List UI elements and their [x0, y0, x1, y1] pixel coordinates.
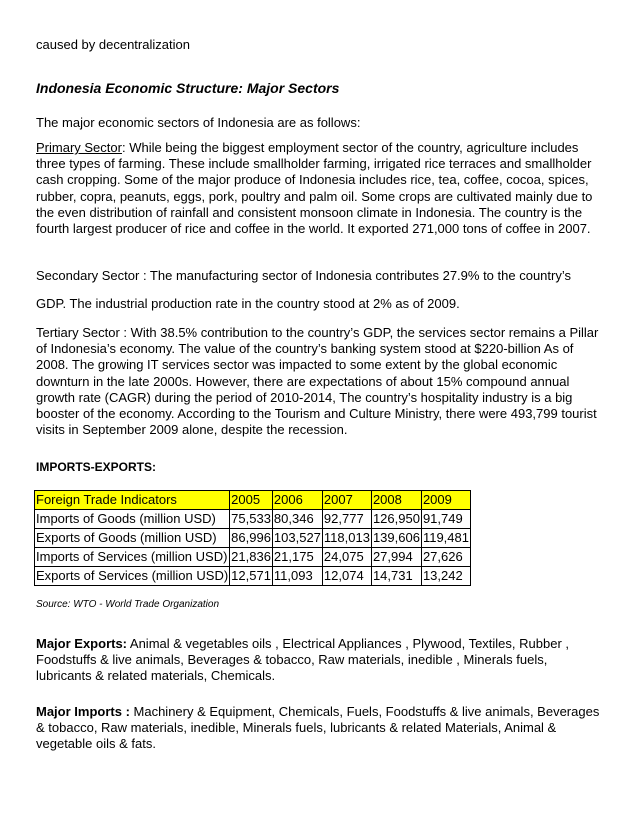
table-row [35, 510, 471, 529]
sectors-intro: The major economic sectors of Indonesia are as follows: [36, 115, 361, 130]
major-exports-label: Major Exports: [36, 636, 128, 651]
table-header-cell: 2005 [230, 491, 273, 510]
table-cell: 21,836 [230, 548, 273, 567]
major-imports-label: Major Imports : [36, 704, 130, 719]
imports-exports-heading: IMPORTS-EXPORTS: [36, 460, 157, 474]
table-cell: Exports of Services (million USD) [35, 567, 230, 586]
table-cell: 139,606 [371, 529, 421, 548]
table-source: Source: WTO - World Trade Organization [36, 599, 220, 610]
primary-sector-paragraph [36, 140, 606, 237]
gdp-paragraph: GDP. The industrial production rate in the country stood at 2% as of 2009. [36, 296, 460, 311]
intro-text: caused by decentralization [36, 37, 190, 52]
table-cell: Imports of Services (million USD) [35, 548, 230, 567]
table-cell: 86,996 [230, 529, 273, 548]
table-cell: 12,074 [322, 567, 371, 586]
tertiary-sector-paragraph: Tertiary Sector : With 38.5% contribution to the country’s GDP, the services sector remains a Pillar of Indonesia’s economy. The value of the country’s banking system stood at $220-billion As of 2008. The growing IT services sector was impacted to some extent by the global economic downturn in the late 2000s. However, there are expectations of about 15% compound annual growth rate (CAGR) during the period of 2010-2014, The country’s hospitality industry is a big booster of the economy. According to the Tourism and Culture Ministry, there were 493,799 tourist visits in September 2009 alone, despite the recession. [36, 325, 599, 438]
section-heading: Indonesia Economic Structure: Major Sectors [36, 80, 340, 96]
table-cell: 126,950 [371, 510, 421, 529]
table-cell: 13,242 [421, 567, 470, 586]
major-exports-text: Animal & vegetables oils , Electrical Appliances , Plywood, Textiles, Rubber , Foodstuffs & live animals, Beverages & tobacco, Raw materials, inedible , Minerals fuels, lubricants & related materials, Chemicals. [36, 636, 569, 684]
secondary-sector-paragraph: Secondary Sector : The manufacturing sector of Indonesia contributes 27.9% to the country’s [36, 268, 571, 283]
table-header-cell: 2007 [322, 491, 371, 510]
foreign-trade-table [34, 490, 471, 586]
table-cell: 14,731 [371, 567, 421, 586]
table-cell: 21,175 [272, 548, 322, 567]
major-imports-paragraph [36, 704, 606, 753]
trade-table-container [34, 490, 471, 586]
table-cell: 75,533 [230, 510, 273, 529]
table-cell: 27,626 [421, 548, 470, 567]
table-row [35, 567, 471, 586]
table-cell: 11,093 [272, 567, 322, 586]
table-cell: Imports of Goods (million USD) [35, 510, 230, 529]
table-cell: 27,994 [371, 548, 421, 567]
table-cell: 80,346 [272, 510, 322, 529]
table-header-cell: 2009 [421, 491, 470, 510]
primary-sector-label: Primary Sector [36, 140, 122, 155]
table-cell: 12,571 [230, 567, 273, 586]
major-exports-paragraph [36, 636, 606, 685]
primary-sector-text: : While being the biggest employment sector of the country, agriculture includes three types of farming. These include smallholder farming, irrigated rice terraces and smallholder cash cropping. Some of the major produce of Indonesia includes rice, tea, coffee, cocoa, spices, rubber, copra, peanuts, eggs, pork, poultry and palm oil. Some crops are cultivated mainly due to the even distribution of rainfall and consistent monsoon climate in Indonesia. The country is the fourth largest producer of rice and coffee in the world. It exported 271,000 tons of coffee in 2007. [36, 140, 593, 237]
table-row [35, 529, 471, 548]
table-cell: 92,777 [322, 510, 371, 529]
table-cell: 103,527 [272, 529, 322, 548]
table-header-cell: 2006 [272, 491, 322, 510]
table-cell: 91,749 [421, 510, 470, 529]
table-cell: Exports of Goods (million USD) [35, 529, 230, 548]
table-cell: 24,075 [322, 548, 371, 567]
table-header-row [35, 491, 471, 510]
major-imports-text: Machinery & Equipment, Chemicals, Fuels, Foodstuffs & live animals, Beverages & tobacco, Raw materials, inedible, Minerals fuels, lubricants & related Materials, Animal & vegetable oils & fats. [36, 704, 600, 752]
table-header-cell: Foreign Trade Indicators [35, 491, 230, 510]
table-cell: 118,013 [322, 529, 371, 548]
table-row [35, 548, 471, 567]
table-header-cell: 2008 [371, 491, 421, 510]
table-cell: 119,481 [421, 529, 470, 548]
